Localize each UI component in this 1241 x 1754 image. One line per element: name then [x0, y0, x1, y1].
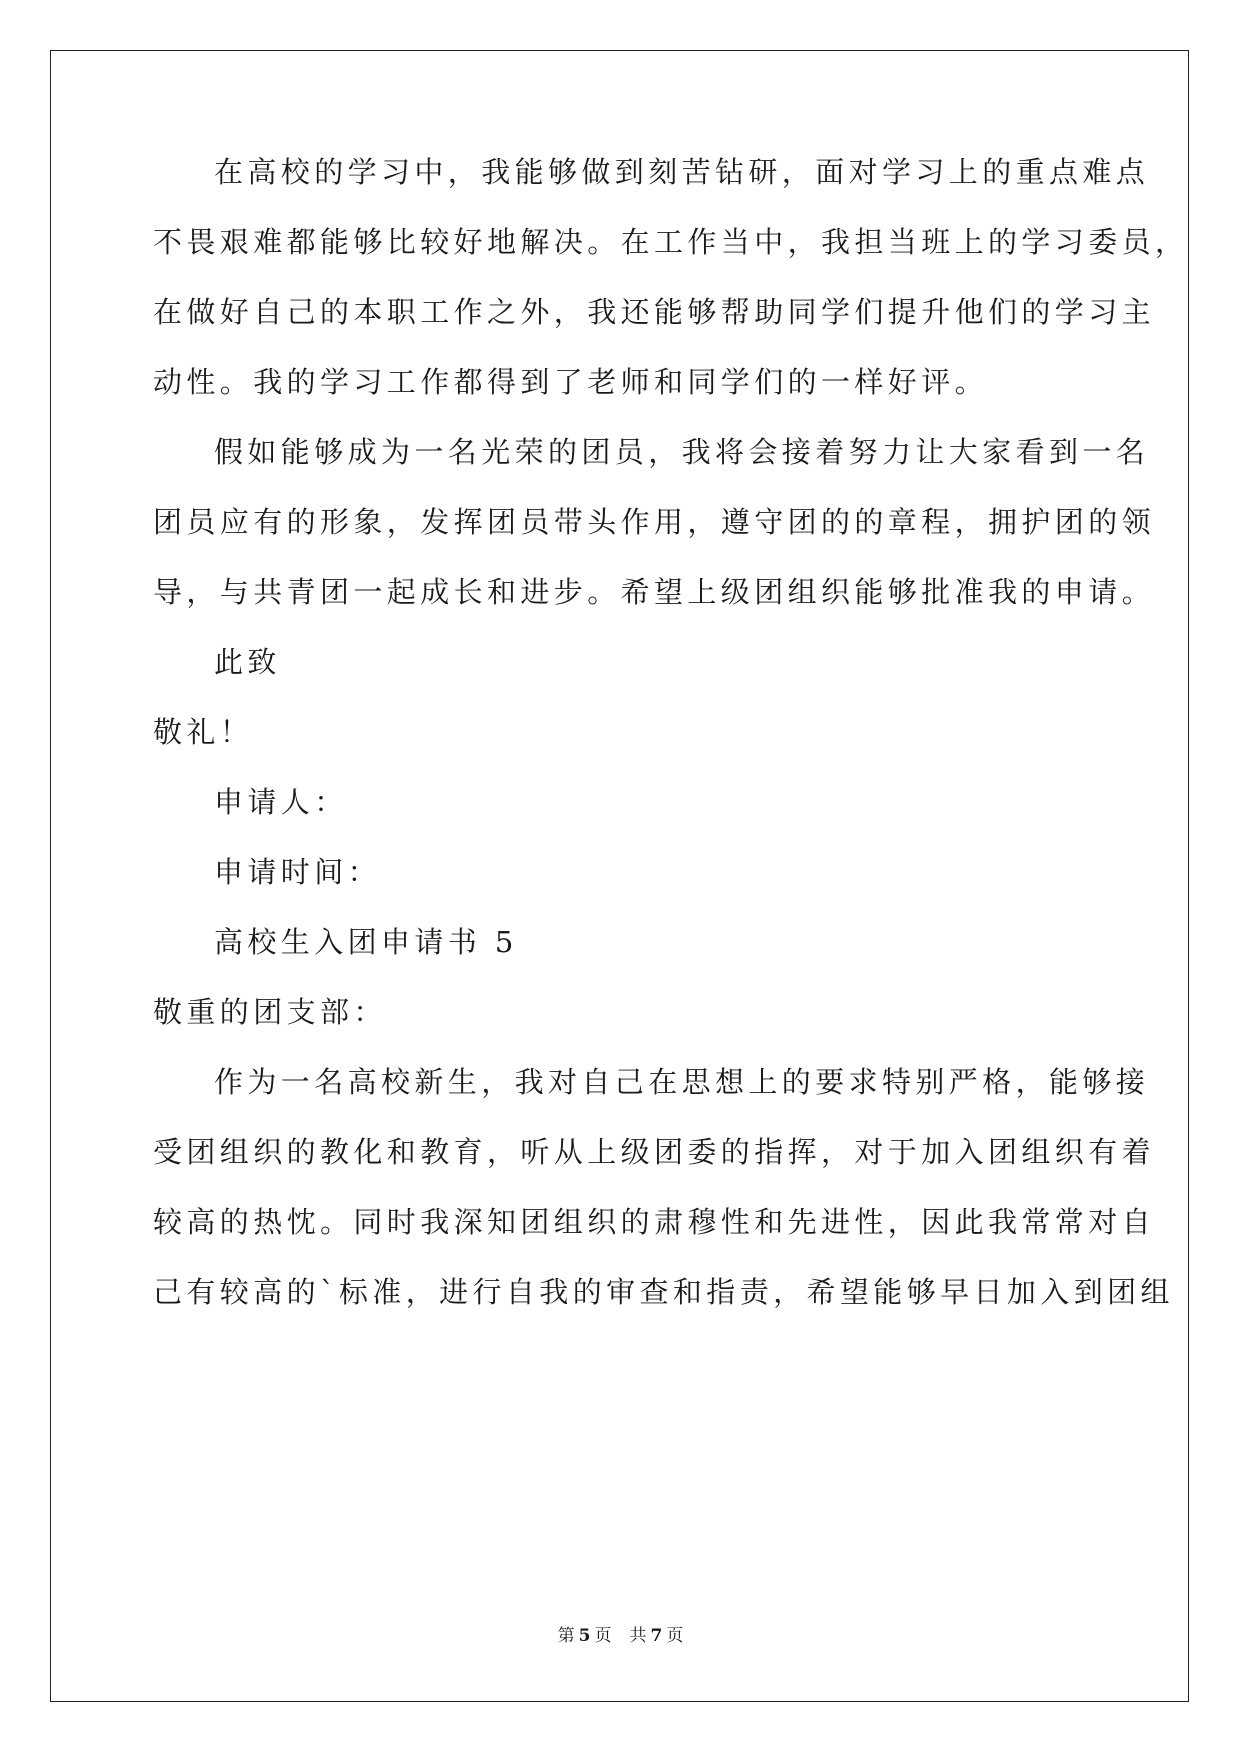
paragraph-2-line-3: 导，与共青团一起成长和进步。希望上级团组织能够批准我的申请。: [153, 575, 1156, 609]
total-pages: 7: [650, 1626, 663, 1646]
salute-text: 敬礼！: [153, 715, 254, 749]
total-suffix: 页: [666, 1626, 684, 1646]
page-number: 5: [578, 1626, 591, 1646]
closing-text: 此致: [214, 645, 281, 679]
paragraph-2-line-2: 团员应有的形象，发挥团员带头作用，遵守团的的章程，拥护团的领: [153, 505, 1156, 539]
paragraph-1-line-3: 在做好自己的本职工作之外，我还能够帮助同学们提升他们的学习主: [153, 295, 1156, 329]
paragraph-2-line-1: 假如能够成为一名光荣的团员，我将会接着努力让大家看到一名: [214, 435, 1150, 469]
date-label: 申请时间：: [214, 855, 382, 889]
section-title: 高校生入团申请书 5: [214, 925, 518, 959]
paragraph-3-line-4: 己有较高的`标准，进行自我的审查和指责，希望能够早日加入到团组: [153, 1275, 1174, 1309]
paragraph-1-line-4: 动性。我的学习工作都得到了老师和同学们的一样好评。: [153, 365, 989, 399]
page-prefix: 第: [557, 1626, 575, 1646]
applicant-label: 申请人：: [214, 785, 348, 819]
page-suffix: 页: [594, 1626, 612, 1646]
paragraph-3-line-1: 作为一名高校新生，我对自己在思想上的要求特别严格，能够接: [214, 1065, 1150, 1099]
paragraph-1-line-1: 在高校的学习中，我能够做到刻苦钻研，面对学习上的重点难点: [214, 155, 1150, 189]
paragraph-3-line-3: 较高的热忱。同时我深知团组织的肃穆性和先进性，因此我常常对自: [153, 1205, 1156, 1239]
greeting-text: 敬重的团支部：: [153, 995, 387, 1029]
page-footer: [0, 1624, 1241, 1648]
paragraph-1-line-2: 不畏艰难都能够比较好地解决。在工作当中，我担当班上的学习委员，: [153, 225, 1189, 259]
paragraph-3-line-2: 受团组织的教化和教育，听从上级团委的指挥，对于加入团组织有着: [153, 1135, 1156, 1169]
total-prefix: 共: [629, 1626, 647, 1646]
